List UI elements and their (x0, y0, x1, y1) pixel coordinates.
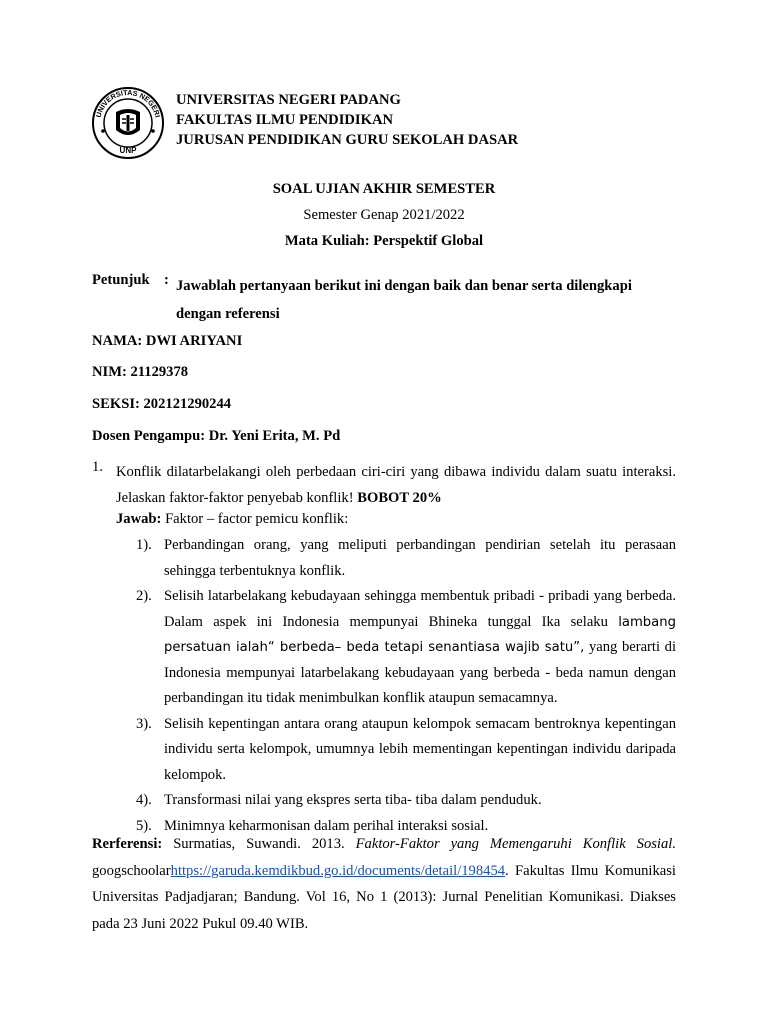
svg-text:UNIVERSITAS NEGERI: UNIVERSITAS NEGERI (93, 87, 163, 119)
answer-list (136, 533, 676, 839)
student-name: NAMA: DWI ARIYANI (92, 333, 243, 349)
item-text: Perbandingan orang, yang meliputi perbandingan pendirian setelah itu perasaan sehingga terbentuknya konflik. (164, 537, 676, 579)
item-text-continued: yang berarti di Indonesia mempunyai latarbelakang kebudayaan yang berbeda - beda namun dengan perbandingan itu tidak menimbulkan konflik ataupun semacamnya. (164, 639, 676, 706)
reference-link[interactable]: https://garuda.kemdikbud.go.id/documents/detail/198454 (170, 862, 506, 879)
item-number: 3). (136, 715, 152, 732)
department-name: JURUSAN PENDIDIKAN GURU SEKOLAH DASAR (176, 132, 519, 148)
answer-intro: Faktor – factor pemicu konflik: (165, 511, 349, 527)
reference-authors: Surmatias, Suwandi. 2013. (173, 836, 345, 852)
item-number: 5). (136, 817, 152, 834)
student-nim: NIM: 21129378 (92, 364, 189, 380)
university-name: UNIVERSITAS NEGERI PADANG (176, 92, 401, 108)
item-text: Transformasi nilai yang ekspres serta tiba- tiba dalam penduduk. (164, 792, 542, 808)
reference (92, 831, 676, 937)
list-item (136, 533, 676, 584)
answer-label: Jawab: (116, 511, 162, 527)
item-text: Selisih kepentingan antara orang ataupun kelompok semacam bentroknya kepentingan individu serta kelompok, umumnya lebih mementingan kepentingan individu daripada kelompok. (164, 715, 676, 783)
svg-text:UNP: UNP (119, 146, 137, 155)
reference-details: . Fakultas Ilmu Komunikasi Universitas Padjadjaran; Bandung. Vol 16, No 1 (2013): Jurnal Penelitian Komunikasi. Diakses pada 23 Juni 2022 Pukul 09.40 WIB. (92, 862, 676, 932)
letterhead (176, 90, 518, 150)
item-text: Minimnya keharmonisan dalam perihal interaksi sosial. (164, 817, 489, 834)
student-section: SEKSI: 202121290244 (92, 396, 232, 412)
exam-semester: Semester Genap 2021/2022 (303, 207, 465, 223)
item-text: Selisih latarbelakang kebudayaan sehingga membentuk pribadi - pribadi yang berbeda. Dalam aspek ini Indonesia mempunyai Bhineka tunggal Ika selaku (164, 588, 676, 630)
question-body: Konflik dilatarbelakangi oleh perbedaan ciri-ciri yang dibawa individu dalam suatu interaksi. Jelaskan faktor-faktor penyebab konflik! (116, 464, 676, 506)
reference-label: Rerferensi: (92, 836, 163, 852)
question-number: 1. (92, 459, 103, 475)
reference-source: googschoolar (92, 862, 171, 879)
item-text-quote: lambang persatuan ialah“ berbeda– beda tetapi senantiasa wajib satu”, (164, 614, 676, 655)
question-text (116, 459, 676, 511)
answer-heading (116, 511, 348, 528)
item-number: 2). (136, 588, 152, 604)
university-logo (91, 86, 165, 160)
unp-seal-icon (91, 86, 165, 160)
list-item (136, 584, 676, 712)
item-number: 1). (136, 537, 152, 553)
exam-title: SOAL UJIAN AKHIR SEMESTER (272, 181, 496, 197)
list-item (136, 788, 676, 814)
exam-course: Mata Kuliah: Perspektif Global (284, 233, 484, 249)
instructions-label: Petunjuk (92, 272, 150, 288)
instructions-text: Jawablah pertanyaan berikut ini dengan baik dan benar serta dilengkapi dengan referensi (176, 278, 632, 322)
instructions-colon: : (164, 272, 169, 288)
lecturer: Dosen Pengampu: Dr. Yeni Erita, M. Pd (92, 428, 341, 444)
item-number: 4). (136, 792, 152, 808)
faculty-name: FAKULTAS ILMU PENDIDIKAN (176, 112, 394, 128)
reference-title: Faktor-Faktor yang Memengaruhi Konflik Sosial. (355, 836, 676, 852)
list-item (136, 712, 676, 789)
question-weight: BOBOT 20% (357, 490, 442, 506)
